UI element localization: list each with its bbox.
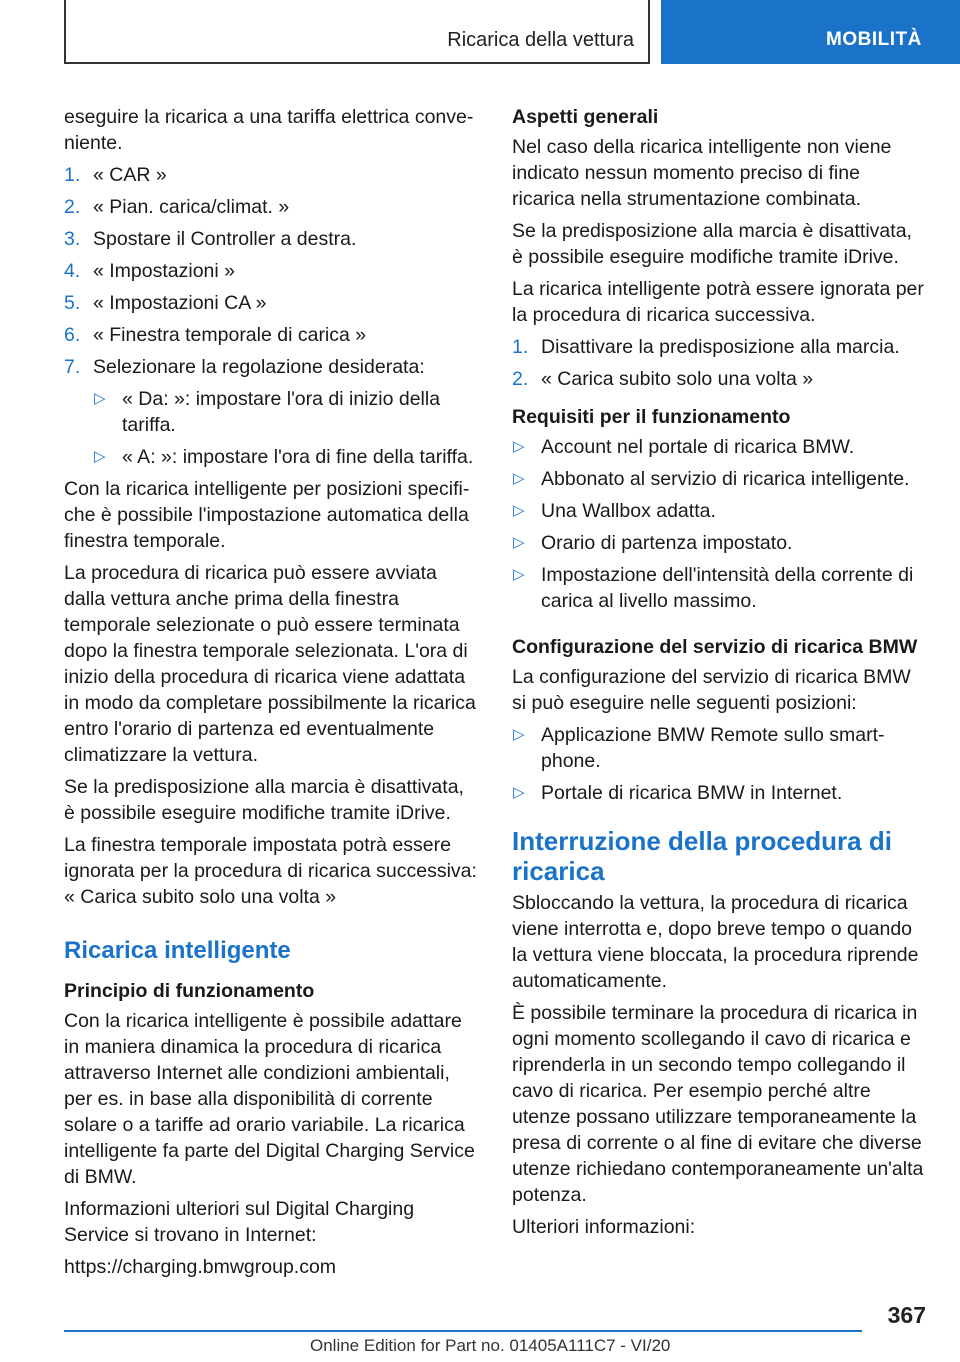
subsection-heading: Principio di funzionamento (64, 980, 315, 1002)
paragraph: Informazioni ulteriori sul Digital Charging Service si trovano in Internet: (64, 1198, 415, 1246)
section-heading: Ricarica intelligente (64, 937, 291, 964)
url-link[interactable]: https://charging.bmwgroup.com (64, 1256, 337, 1278)
header-chapter-tab (661, 0, 960, 64)
paragraph: Con la ricarica intelligente per posizioni specifiche è possibile l'impostazione automatica della finestra temporale. (64, 478, 470, 552)
requirements-list (512, 434, 928, 614)
paragraph: È possibile terminare la procedura di ricarica in ogni momento scollegando il cavo di ricarica e riprenderla in un secondo tempo collegando il cavo di ricarica. Per esempio perché altre utenze possano utilizzare temporaneamente la presa di corrente o al fine di evitare che diverse utenze richiedano contemporaneamente un'alta potenza. (512, 1002, 924, 1206)
footer-edition: Online Edition for Part no. 01405A111C7 - VI/20 (310, 1336, 671, 1355)
left-column (64, 104, 478, 1286)
footer-divider (64, 1330, 862, 1332)
substeps-list (93, 386, 478, 470)
triangle-bullet-icon: ▷ (513, 438, 525, 455)
steps-list (64, 162, 478, 380)
subsection-heading: Requisiti per il funzionamento (512, 406, 791, 428)
list-item: ▷ Portale di ricarica BMW in Internet. (513, 782, 843, 804)
subsection-heading: Configurazione del servizio di ricarica BMW (512, 636, 918, 658)
list-item: 1. « CAR » (64, 164, 167, 186)
list-item: 7. Selezionare la regolazione desiderata: (64, 356, 425, 378)
list-item: ▷ Abbonato al servizio di ricarica intelligente. (513, 468, 910, 490)
section-heading: Interruzione della procedura di ricarica (512, 826, 892, 886)
list-item: 2. « Carica subito solo una volta » (512, 368, 814, 390)
list-item: 6. « Finestra temporale di carica » (64, 324, 367, 346)
paragraph: La configurazione del servizio di ricarica BMW si può eseguire nelle seguenti posizioni: (512, 666, 911, 714)
triangle-bullet-icon: ▷ (513, 566, 525, 583)
triangle-bullet-icon: ▷ (513, 784, 525, 801)
locations-list (512, 722, 928, 806)
paragraph: Se la predisposizione alla marcia è disattivata, è possibile eseguire modifiche tramite iDrive. (64, 776, 464, 824)
paragraph: Con la ricarica intelligente è possibile adattare in maniera dinamica la procedura di ricarica attraverso Internet alle condizioni ambientali, per es. in base alla disponibilità di corrente solare o a tariffe ad orario variabile. La ricarica intelligente fa parte del Digital Charging Service di BMW. (64, 1010, 475, 1188)
intro-paragraph: eseguire la ricarica a una tariffa elettrica conveniente. (64, 106, 474, 154)
triangle-bullet-icon: ▷ (513, 534, 525, 551)
list-item: ▷ « A: »: impostare l'ora di fine della tariffa. (94, 446, 474, 468)
triangle-bullet-icon: ▷ (513, 726, 525, 743)
triangle-bullet-icon: ▷ (513, 502, 525, 519)
list-item: 1. Disattivare la predisposizione alla marcia. (512, 336, 900, 358)
list-item: 5. « Impostazioni CA » (64, 292, 267, 314)
subsection-heading: Aspetti generali (512, 106, 659, 128)
list-item: ▷ Account nel portale di ricarica BMW. (513, 436, 855, 458)
paragraph: La ricarica intelligente potrà essere ignorata per la procedura di ricarica successiva. (512, 278, 924, 326)
paragraph: La finestra temporale impostata potrà essere ignorata per la procedura di ricarica successiva: « Carica subito solo una volta » (64, 834, 477, 908)
paragraph: Ulteriori informazioni: (512, 1216, 696, 1238)
steps-list (512, 334, 928, 392)
paragraph: La procedura di ricarica può essere avviata dalla vettura anche prima della finestra temporale selezionate o può essere terminata dopo la finestra temporale selezionata. L'ora di inizio della procedura di ricarica viene adattata in modo da completare possibilmente la ricarica entro l'orario di partenza ed eventualmente climatizzare la vettura. (64, 562, 476, 766)
page-number: 367 (887, 1302, 926, 1328)
paragraph: Nel caso della ricarica intelligente non viene indicato nessun momento preciso di fine ricarica nella strumentazione combinata. (512, 136, 892, 210)
list-item: ▷ Impostazione dell'intensità della corrente di carica al livello massimo. (513, 564, 914, 612)
list-item: 4. « Impostazioni » (64, 260, 235, 282)
list-item: ▷ « Da: »: impostare l'ora di inizio della tariffa. (94, 388, 441, 436)
list-item: 3. Spostare il Controller a destra. (64, 228, 357, 250)
triangle-bullet-icon: ▷ (94, 390, 106, 407)
list-item: ▷ Una Wallbox adatta. (513, 500, 716, 522)
list-item: ▷ Applicazione BMW Remote sullo smartphone. (513, 724, 885, 772)
paragraph: Se la predisposizione alla marcia è disattivata, è possibile eseguire modifiche tramite iDrive. (512, 220, 912, 268)
triangle-bullet-icon: ▷ (513, 470, 525, 487)
list-item: 2. « Pian. carica/climat. » (64, 196, 290, 218)
header-section-title: Ricarica della vettura (447, 29, 634, 51)
paragraph: Sbloccando la vettura, la procedura di ricarica viene interrotta e, dopo breve tempo o quando la vettura viene bloccata, la procedura riprende automaticamente. (512, 892, 919, 992)
triangle-bullet-icon: ▷ (94, 448, 106, 465)
list-item: ▷ Orario di partenza impostato. (513, 532, 793, 554)
header-chapter-label: MOBILITÀ (826, 29, 922, 50)
header-frame (64, 0, 650, 64)
right-column (512, 104, 928, 1246)
